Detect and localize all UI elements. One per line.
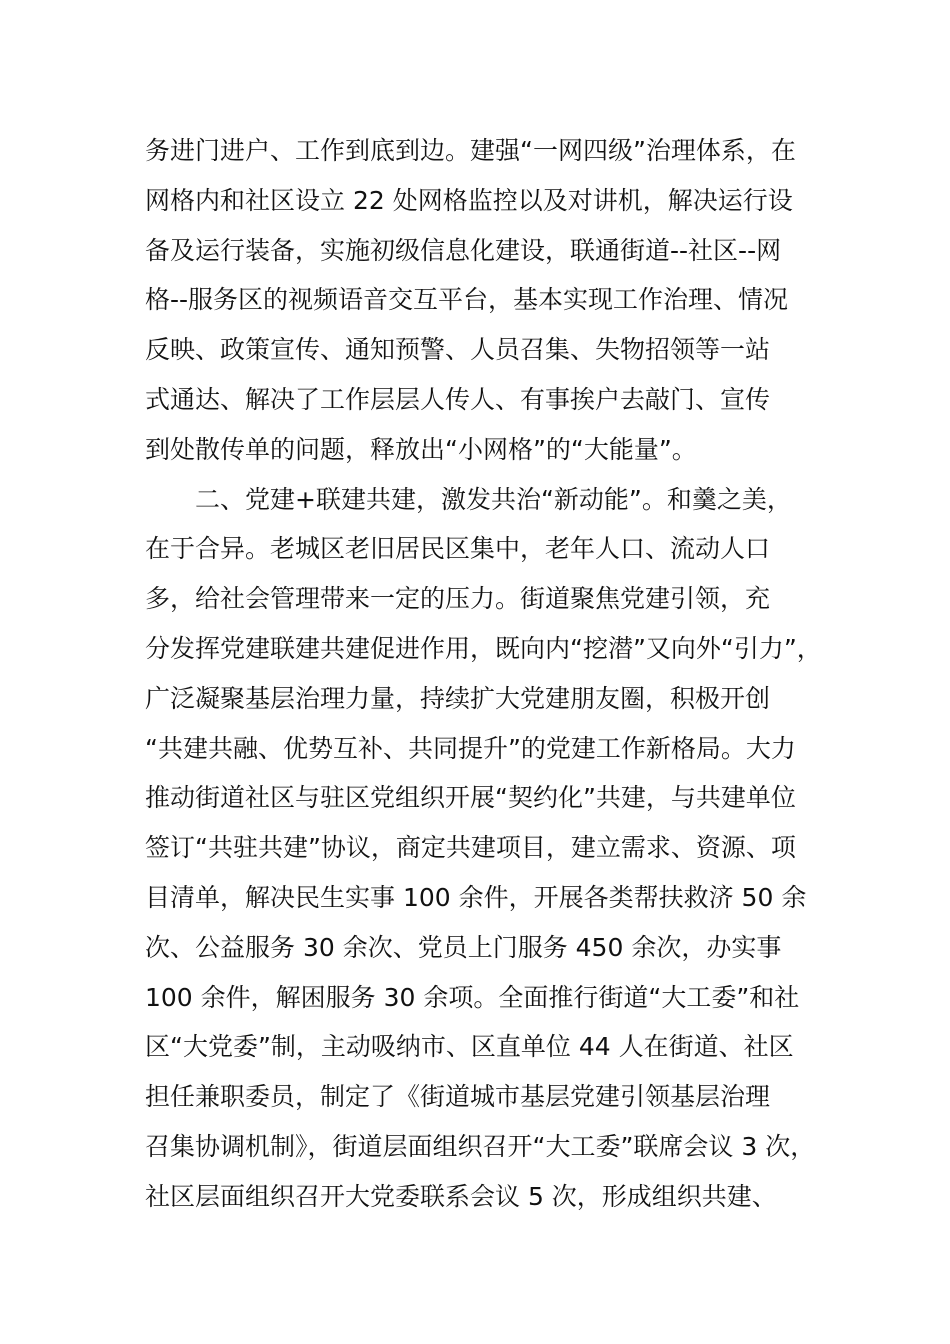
- text-line: 广泛凝聚基层治理力量，持续扩大党建朋友圈，积极开创: [145, 683, 771, 713]
- text-line: 担任兼职委员，制定了《街道城市基层党建引领基层治理: [145, 1082, 771, 1112]
- text-line: 格--服务区的视频语音交互平台，基本实现工作治理、情况: [145, 285, 789, 315]
- text-line: 备及运行装备，实施初级信息化建设，联通街道--社区--网: [145, 235, 782, 265]
- text-line: “共建共融、优势互补、共同提升”的党建工作新格局。大力: [145, 733, 796, 763]
- text-line: 社区层面组织召开大党委联系会议 5 次，形成组织共建、: [145, 1181, 777, 1211]
- text-line: 召集协调机制》，街道层面组织召开“大工委”联席会议 3 次，: [145, 1131, 816, 1161]
- text-line: 分发挥党建联建共建促进作用，既向内“挖潜”又向外“引力”，: [145, 633, 822, 663]
- text-line: 到处散传单的问题，释放出“小网格”的“大能量”。: [145, 434, 697, 464]
- text-line: 务进门进户、工作到底到边。建强“一网四级”治理体系，在: [145, 136, 796, 165]
- text-line: 签订“共驻共建”协议，商定共建项目，建立需求、资源、项: [145, 833, 796, 863]
- section-heading-line: 二、党建+联建共建，激发共治“新动能”。和羹之美，: [195, 484, 792, 514]
- text-line: 在于合异。老城区老旧居民区集中，老年人口、流动人口: [145, 534, 771, 564]
- body-text: [145, 126, 845, 1222]
- text-line: 式通达、解决了工作层层人传人、有事挨户去敲门、宣传: [145, 384, 771, 414]
- text-line: 反映、政策宣传、通知预警、人员召集、失物招领等一站: [145, 335, 771, 365]
- text-line: 推动街道社区与驻区党组织开展“契约化”共建，与共建单位: [145, 783, 796, 813]
- text-line: 网格内和社区设立 22 处网格监控以及对讲机，解决运行设: [145, 185, 793, 215]
- text-line: 100 余件，解困服务 30 余项。全面推行街道“大工委”和社: [145, 982, 800, 1012]
- text-line: 目清单，解决民生实事 100 余件，开展各类帮扶救济 50 余: [145, 882, 807, 912]
- text-line: 多，给社会管理带来一定的压力。街道聚焦党建引领，充: [145, 584, 771, 614]
- text-line: 次、公益服务 30 余次、党员上门服务 450 余次，办实事: [145, 932, 782, 962]
- text-line: 区“大党委”制，主动吸纳市、区直单位 44 人在街道、社区: [145, 1032, 794, 1062]
